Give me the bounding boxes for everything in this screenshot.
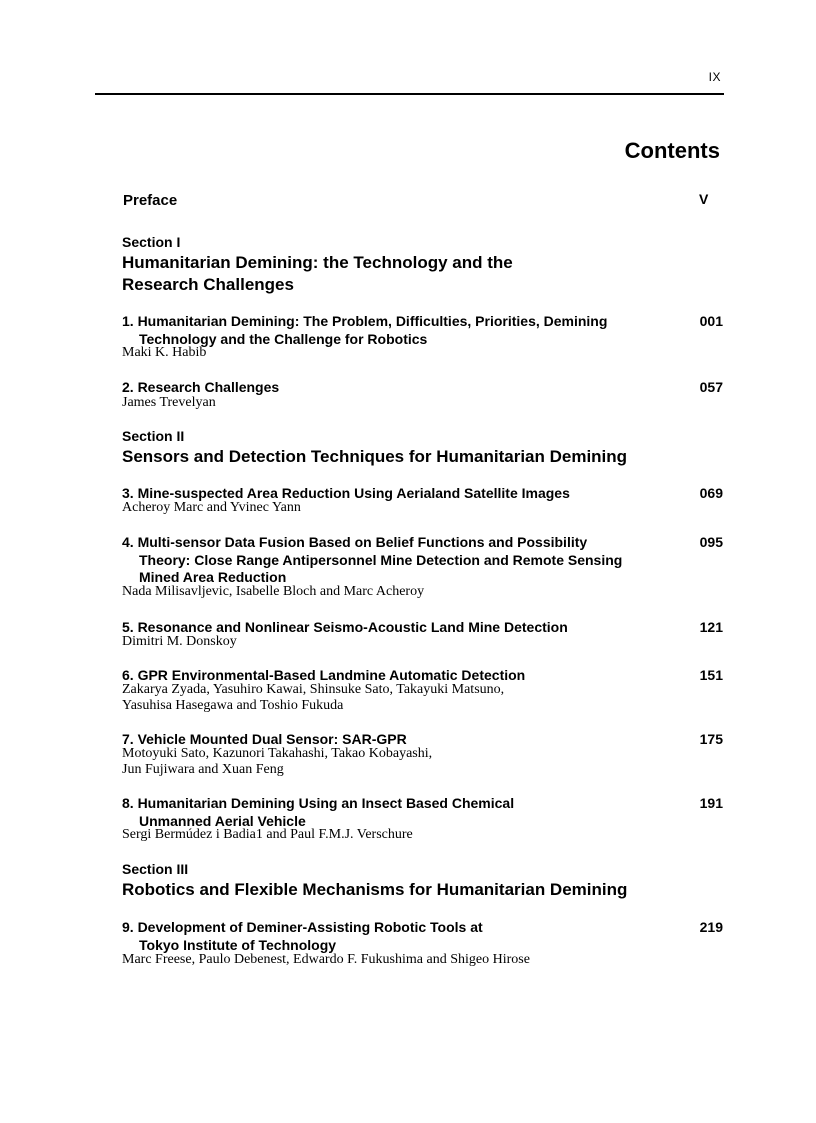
chapter-title: 9. Development of Deminer-Assisting Robotic Tools at Tokyo Institute of Technology [122,919,483,953]
page-title: Contents [624,138,720,163]
chapter-page: 057 [699,379,723,395]
chapter-authors: Acheroy Marc and Yvinec Yann [122,500,301,515]
chapter-authors: Zakarya Zyada, Yasuhiro Kawai, Shinsuke Sato, Takayuki Matsuno, Yasuhisa Hasegawa and Toshio Fukuda [122,682,505,713]
chapter-title: 4. Multi-sensor Data Fusion Based on Belief Functions and Possibility Theory: Close Range Antipersonnel Mine Detection and Remote Sensing Mined Area Reduction [122,534,623,585]
chapter-page: 191 [699,795,723,811]
section-label: Section II [122,428,185,444]
chapter-page: 069 [699,485,723,501]
chapter-title: 5. Resonance and Nonlinear Seismo-Acoustic Land Mine Detection [122,619,568,635]
header-rule [95,93,724,95]
chapter-page: 151 [699,667,723,683]
chapter-authors: Marc Freese, Paulo Debenest, Edwardo F. Fukushima and Shigeo Hirose [122,952,530,967]
section-label: Section I [122,234,181,250]
chapter-title: 1. Humanitarian Demining: The Problem, Difficulties, Priorities, Demining Technology and the Challenge for Robotics [122,313,608,347]
preface-page: V [699,191,709,207]
section-title: Humanitarian Demining: the Technology and the Research Challenges [122,253,513,294]
chapter-authors: Motoyuki Sato, Kazunori Takahashi, Takao Kobayashi, Jun Fujiwara and Xuan Feng [122,746,433,777]
chapter-page: 001 [699,313,723,329]
page-number: IX [708,70,721,84]
chapter-authors: Sergi Bermúdez i Badia1 and Paul F.M.J. Verschure [122,827,413,842]
preface-label: Preface [123,192,178,209]
chapter-title: 7. Vehicle Mounted Dual Sensor: SAR-GPR [122,731,407,747]
chapter-title: 6. GPR Environmental-Based Landmine Automatic Detection [122,667,526,683]
section-title: Robotics and Flexible Mechanisms for Humanitarian Demining [122,880,628,899]
section-label: Section III [122,861,189,877]
chapter-page: 095 [699,534,723,550]
chapter-title: 8. Humanitarian Demining Using an Insect Based Chemical Unmanned Aerial Vehicle [122,795,515,829]
chapter-authors: James Trevelyan [122,395,216,410]
chapter-page: 121 [699,619,723,635]
chapter-page: 219 [699,919,723,935]
chapter-page: 175 [699,731,723,747]
section-title: Sensors and Detection Techniques for Humanitarian Demining [122,447,628,466]
chapter-authors: Nada Milisavljevic, Isabelle Bloch and Marc Acheroy [122,584,425,599]
chapter-authors: Maki K. Habib [122,345,207,360]
chapter-title: 2. Research Challenges [122,379,280,395]
chapter-authors: Dimitri M. Donskoy [122,634,237,649]
chapter-title: 3. Mine-suspected Area Reduction Using Aerialand Satellite Images [122,485,570,501]
